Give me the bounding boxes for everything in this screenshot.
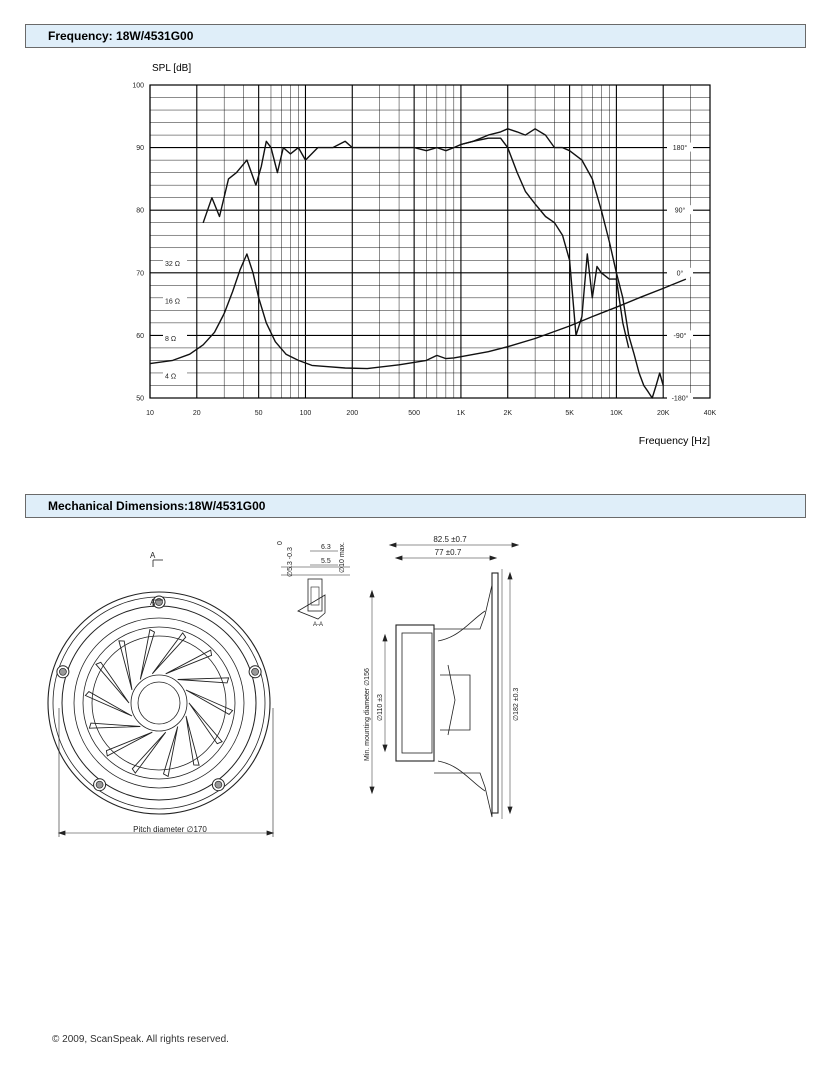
cone-vane bbox=[106, 732, 152, 756]
section-mark-a-top: A bbox=[150, 551, 156, 560]
x-tick-label: 20 bbox=[192, 410, 201, 417]
chart-grid-major bbox=[150, 85, 710, 398]
mechanical-section-header bbox=[25, 494, 806, 518]
y-tick-label: 80 bbox=[136, 207, 144, 215]
x-tick-label: 20K bbox=[656, 410, 670, 417]
pitch-diameter-label: Pitch diameter ∅170 bbox=[133, 825, 207, 834]
cone-vanes bbox=[85, 630, 232, 777]
frequency-response-chart bbox=[120, 55, 720, 455]
dim-6-3: 6.3 bbox=[321, 544, 331, 551]
x-tick-labels bbox=[146, 410, 716, 417]
x-tick-label: 40K bbox=[703, 410, 717, 417]
frequency-section-title: Frequency: 18W/4531G00 bbox=[48, 29, 194, 43]
dim-mounting-diameter: Min. mounting diameter ∅156 bbox=[364, 668, 371, 761]
x-tick-label: 5K bbox=[565, 410, 574, 417]
front-view bbox=[48, 551, 273, 837]
phase-tick-label: 0° bbox=[676, 270, 684, 278]
mounting-hole-inner bbox=[252, 668, 259, 675]
impedance-line bbox=[150, 254, 686, 369]
dim-77: 77 ±0.7 bbox=[434, 548, 462, 557]
dim-82-5: 82.5 ±0.7 bbox=[433, 535, 467, 544]
phase-tick-label: -90° bbox=[673, 332, 687, 340]
x-tick-label: 10 bbox=[146, 410, 154, 417]
y-tick-label: 50 bbox=[136, 395, 144, 403]
impedance-tick-label: 4 Ω bbox=[165, 373, 177, 381]
chart-plot-border bbox=[150, 85, 710, 398]
x-tick-label: 100 bbox=[299, 410, 312, 417]
phase-tick-label: 180° bbox=[672, 145, 688, 153]
x-tick-label: 200 bbox=[346, 410, 359, 417]
y-tick-label: 100 bbox=[132, 82, 144, 90]
y-tick-labels bbox=[132, 83, 144, 403]
section-label-a-a: A-A bbox=[313, 622, 324, 628]
dim-d10-max: ∅10 max. bbox=[339, 542, 346, 573]
phase-tick-labels bbox=[667, 143, 693, 403]
dim-5-5: 5.5 bbox=[321, 558, 331, 565]
x-tick-label: 500 bbox=[408, 410, 420, 417]
x-tick-label: 2K bbox=[503, 410, 513, 417]
y-axis-label: SPL [dB] bbox=[152, 63, 192, 74]
impedance-tick-label: 8 Ω bbox=[165, 336, 177, 344]
cone-vane bbox=[189, 703, 222, 744]
detail-a-a bbox=[277, 541, 350, 628]
y-tick-label: 90 bbox=[136, 145, 144, 153]
mounting-hole-inner bbox=[59, 668, 66, 675]
phase-tick-label: -180° bbox=[671, 395, 689, 403]
mounting-hole-inner bbox=[156, 599, 163, 606]
cone-vane bbox=[186, 716, 199, 765]
phase-tick-label: 90° bbox=[674, 207, 686, 215]
impedance-tick-labels bbox=[163, 258, 187, 380]
side-view bbox=[364, 535, 520, 819]
mounting-hole-inner bbox=[96, 781, 103, 788]
copyright-footer: © 2009, ScanSpeak. All rights reserved. bbox=[52, 1034, 229, 1045]
y-tick-label: 60 bbox=[136, 332, 144, 340]
frequency-section-header bbox=[25, 24, 806, 48]
chart-series bbox=[150, 129, 686, 398]
impedance-tick-label: 16 Ω bbox=[165, 298, 180, 306]
x-axis-label: Frequency [Hz] bbox=[638, 435, 710, 447]
dim-d110: ∅110 ±3 bbox=[377, 694, 384, 721]
x-tick-label: 1K bbox=[456, 410, 466, 417]
impedance-tick-label: 32 Ω bbox=[165, 260, 180, 268]
chart-grid-minor bbox=[150, 85, 710, 398]
cone-vane bbox=[96, 662, 129, 703]
spl-30-degree-line bbox=[461, 138, 629, 348]
x-tick-label: 50 bbox=[254, 410, 263, 417]
dim-d182: ∅182 ±0.3 bbox=[513, 687, 520, 721]
mechanical-section-title: Mechanical Dimensions:18W/4531G00 bbox=[48, 499, 266, 513]
cone-vane bbox=[119, 641, 132, 690]
cone-vane bbox=[166, 650, 212, 674]
y-tick-label: 70 bbox=[136, 270, 144, 278]
mechanical-drawing bbox=[40, 525, 540, 845]
section-mark-a-bottom: A bbox=[150, 598, 156, 607]
dim-d5-3: ∅5.3 -0.3 bbox=[287, 547, 294, 577]
x-tick-label: 10K bbox=[610, 410, 623, 417]
mounting-hole-inner bbox=[215, 781, 222, 788]
dim-zero: 0 bbox=[277, 541, 284, 545]
